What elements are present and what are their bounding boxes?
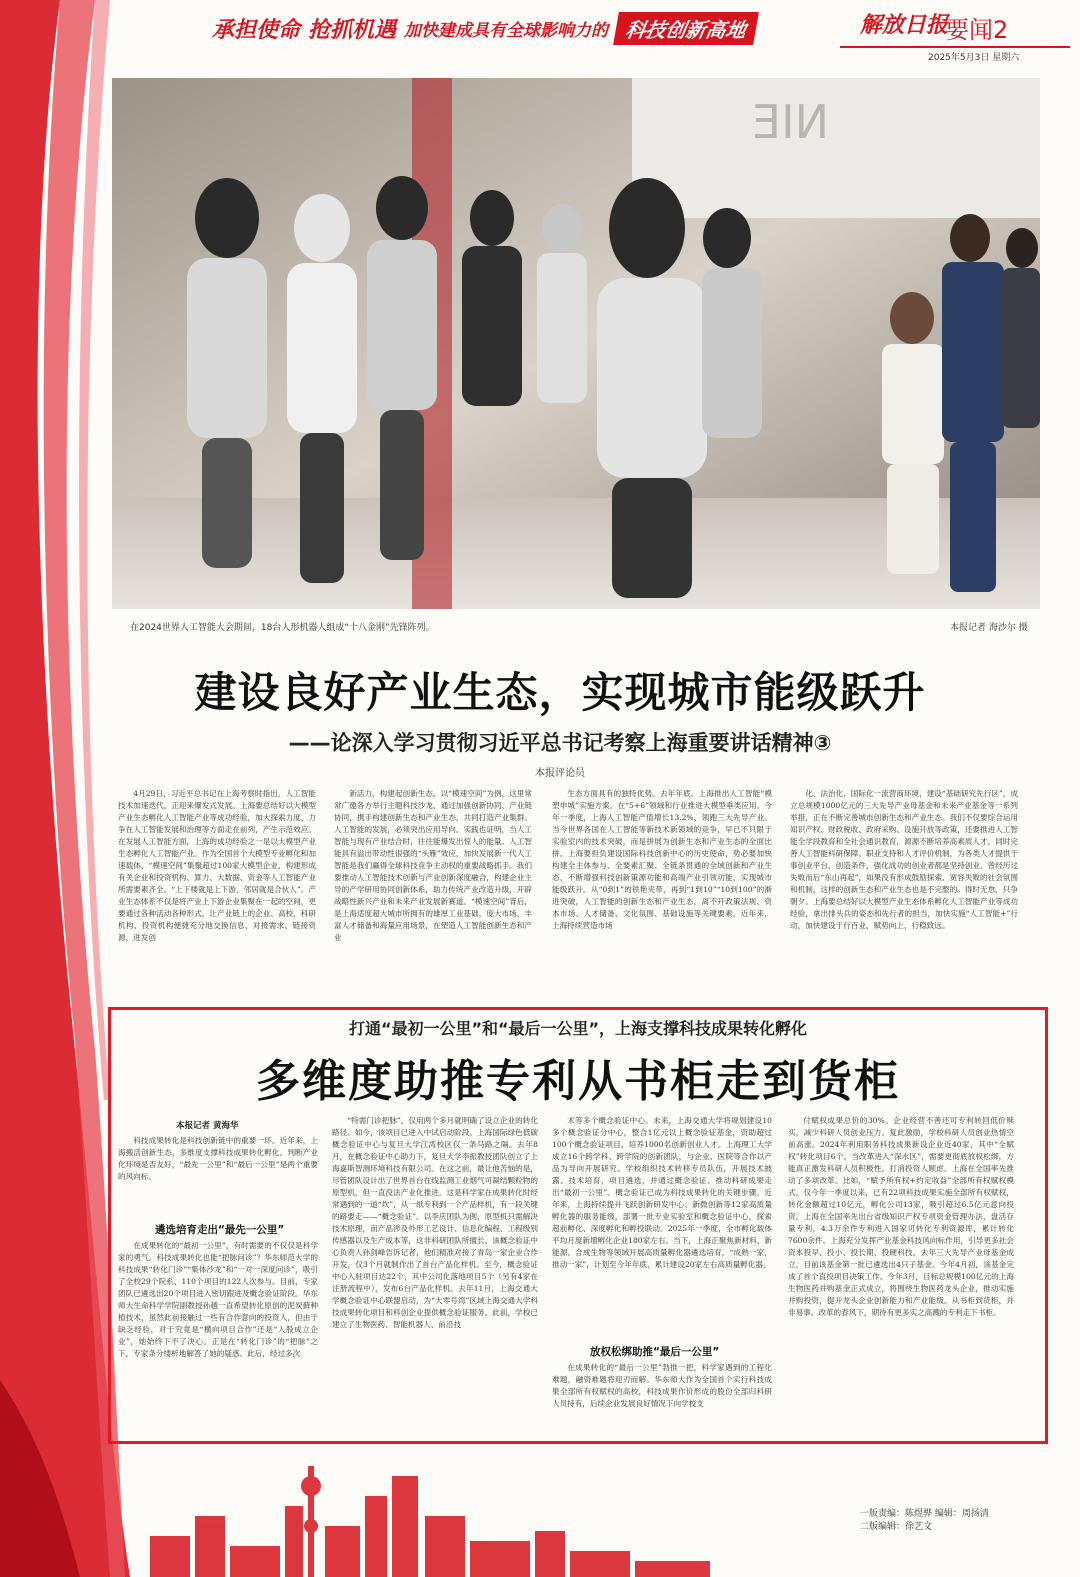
page-header bbox=[0, 0, 1080, 63]
section-title: 要闻2 bbox=[945, 16, 1009, 44]
article2-column-4 bbox=[788, 1115, 1014, 1436]
article2-section-head-1: 遴选培育走出“最先一公里” bbox=[155, 1224, 285, 1236]
photo-credit: 本报记者 海沙尔 摄 bbox=[950, 623, 1028, 633]
article2-column-3a bbox=[552, 1115, 772, 1337]
article2-column-1a bbox=[118, 1135, 318, 1217]
article2-column-3b-text: 在成果转化的“最后一公里”勃推一把，科学家遇到的工程化难题，融资难题将迎刃而解。华东师大作为全国首个实行科技成果全部所有权赋权的高校，科技成果作价形成的股份全部归科研人员持有，后续企业发展良好情况下向学校支 bbox=[552, 1363, 772, 1408]
header-slogan bbox=[212, 12, 756, 45]
article2-byline: 本报记者 黄海华 bbox=[176, 1121, 239, 1131]
article2-column-3a-text: 术等多个概念验证中心。未来，上海交通大学将规划建设10多个概念验证分中心，整合1亿元以上概念验证基金，资助超过100个概念验证项目，培养1000名创新创业人才。上海理工大学成立16个跨学科、跨学院的创新团队，与企业、医院等合作以产品为导向开展研究。学校组织技术转移专员队伍，开展技术披露、技术培育，项目遴选，并通过概念验证、推动科研成果走出“最初一公里”。概念验证已成为科技成果转化的关键步骤。近年来，上海持续提升飞跃创新研发中心、新微创新等12家高质量孵化器的服务能级，部署一批专业实验室和概念验证中心，探索超前孵化、深度孵化和孵投联动。2025年一季度，全市孵化载体平均月度新增孵化企业180家左右。当下，上海正聚焦新材料、新能源、合成生物等领域开展高质量孵化器遴选培育，“成熟一家，推动一家”，计划至今年年底，累计建设20家左右高质量孵化器。 bbox=[552, 1116, 772, 1269]
header-divider bbox=[840, 46, 1070, 48]
shanghai-skyline-decoration bbox=[150, 1446, 710, 1577]
article2-section-head-2: 放权松绑助推“最后一公里” bbox=[590, 1346, 720, 1358]
slogan-part-3: 加快建成具有全球影响力的 bbox=[404, 21, 609, 41]
article1-column-1 bbox=[118, 788, 316, 1000]
article2-kicker: 打通“最初一公里”和“最后一公里”，上海支撑科技成果转化孵化 bbox=[348, 1019, 808, 1038]
article1-column-1-text: 4月29日，习近平总书记在上海考察时指出，人工智能技术加速迭代，正迎来爆发式发展。上海要总结好以大模型产业生态孵化人工智能产业等成功经验，加大探索力度，力争在人工智能发展和治理等方面走在前列，产生示范效应。在发展人工智能方面，上海的成功经验之一是以大模型产业生态孵化人工智能产业。作为全国首个大模型专业孵化和加速载体，“模速空间”集聚超过100家大模型企业，构建形成有关企业和投资机构、算力、大数据、资金等人工智能产业所需要素齐全。“上下楼就是上下游，邻居就是合伙人”。产业生态体系不仅是将产业上下游企业集聚在一起的空间，更要通过各种活动各种形式，让产业链上的企业、高校、科研机构、投资机构便捷充分地交换信息、对接需求、链接资源，进发创 bbox=[118, 789, 316, 942]
editor-credit-line-1: 一版责编：陈煜骅 编辑：周扬清 bbox=[860, 1509, 989, 1519]
article2-column-2 bbox=[332, 1115, 538, 1436]
editor-credits bbox=[860, 1508, 989, 1534]
article2-column-1b bbox=[118, 1240, 318, 1436]
article1-column-2 bbox=[334, 788, 532, 1000]
article1-byline: 本报评论员 bbox=[535, 768, 585, 779]
article2-column-2-text: “特需门诊把脉”，仅用两个多月就明确了设立企业的转化路径。如今，该项目已进入中试启动阶段。上海国际绿色低碳概念验证中心与复旦大学江湾校区仅一条马路之隔。去年8月，在概念验证中心助力下，复旦大学李振教授团队创立了上海嘉斯智测环境科技有限公司。在这之前，最让他苦恼的是，尽管团队设计出了世界首台在线监测工业烟气可凝结颗粒物的原型机，但一直没法产业化推进。这是科学家在成果转化时经常遇到的一道“坎”，从一纸专利到一个产品样机，有一段关键的路要走——“概念验证”。以李庆团队为例，原型机只需解决技术原理，而产品涉及外形工艺设计、信息化编程、工程级别传感器以及生产成本等，这非科研团队所擅长。该概念验证中心负责人孙剑峰告诉记者，他们精准对接了青岛一家企业合作开发，仅3个月就制作出了首台产品化样机。至今，概念验证中心入驻项目达22个，其中公司化落地项目5个（另有4家在注册流程中），发布6台产品化样机。去年11月，上海交通大学概念验证中心联盟启动，为“大零号湾”区域上海交通大学科技成果转化项目和科创企业提供概念验证服务。此前，学校已建立了生物医药、智能机器人、前沿技 bbox=[332, 1116, 538, 1329]
robots-photo bbox=[112, 78, 1040, 609]
article2-column-1a-text: 科技成果转化是科技创新链中的重要一环。近年来，上海搬活创新生态，多维度支撑科技成果转化孵化。判断产业化环境是否友好，“最先一公里”和“最后一公里”是两个重要的风向标。 bbox=[118, 1136, 318, 1181]
robots-photo-illustration bbox=[112, 78, 1040, 609]
article2-column-4-text: 付赋权成果总价的30%。企业经营不善还可专利转回低价赎买，减少科研人员创业压力。复此激励，学校科研人员创业热情空前高涨。2024年利用职务科技成果新设企业近40家，其中“全赋权”转化项目6个。当改革进入“深水区”，需要更彻底放权松绑，方能真正激发科研人员积极性，打消投资人顾虑。上海在全国率先推动了多项改革。比如，“赋予所有权+约定收益”全部所有权赋权模式，仅今年一季度以来，已有22项科技成果实施全部所有权赋权，转化金额超过10亿元，孵化公司13家，吸引超过6.5亿元意向投资。上海在全国率先出台省级知识产权专项资金管理办法，盘活存量专利，4.3万余件专利进入国家可转化专利资源库，累计转化7600余件。上海充分发挥产业基金科技风向标作用，引导更多社会资本投早、投小、投长期、投硬科技。去年三大先导产业母基金成立，目前该基金第一批已遴选出4只子基金。今年4月初，该基金完成了首个直投项目决策工作。今年3月，目标总规模100亿元的上海生物医药并购基金正式成立，将围绕生物医药龙头企业，推动实施并购投资，提升龙头企业创新能力和产业能级。从书柜到货柜，并非易事。改革的春风下，期待有更多实之高溅的专利走下书柜。 bbox=[788, 1116, 1014, 1317]
article1-column-2-text: 新活力，构建起创新生态。以“模速空间”为例，这里常常广邀各方举行主题科技沙龙，通过加强创新协同、产业链协同，携手构建创新生态和产业生态，共同打造产业集群。人工智能的发展，必须突出应用导向。实践也证明，当人工智能与现有产业结合时，往往能爆发出惊人的能量。人工智能具有溢出带动性很强的“头雁”效应，加快发展新一代人工智能是我们赢得全球科技竞争主动权的重要战略抓手。我们要推动人工智能技术创新与产业创新深度融合，构建企业主导的产学研用协同创新体系，助力传统产业改造升级，开辟战略性新兴产业和未来产业发展新赛道。“模速空间”背后，是上海适度超大城市所拥有的雄厚工业基础，庞大市场，丰富人才储备和海量应用场景，在塑造人工智能创新生态和产业 bbox=[334, 789, 532, 942]
svg-text:ƎIИ: ƎIИ bbox=[752, 95, 830, 149]
slogan-part-4: 科技创新高地 bbox=[613, 12, 759, 45]
article1-column-3 bbox=[552, 788, 772, 1000]
photo-caption: 在2024世界人工智能大会期间，18台人形机器人组成“十八金刚”先锋阵列。 bbox=[130, 623, 435, 633]
dateline: 2025年5月3日 星期六 bbox=[928, 53, 1020, 63]
article2-headline: 多维度助推专利从书柜走到货柜 bbox=[256, 1056, 900, 1107]
article2-column-1b-text: 在成果转化的“最初一公里”，有时需要的不仅仅是科学家的勇气。科技成果转化也能“把脉问诊”？华东师范大学的科技成果“转化门诊”“集体沙龙”和“一对一深度问诊”，吸引了全校29个院系、110个项目的122人次参与。目前，专家团队已遴选出20个项目进入密切跟进及概念验证阶段。华东师大生命科学学院副教授孙越一直希望转化原创的泥炭藓种植技术，虽然此前接触过一些有合作意向的投资人，但由于缺乏经验，对于究竟是“横向项目合作”还是“入股成立企业”，她始终下不了决心。正是在“转化门诊”的“把脉”之下，专家条分缕析地解答了她的疑惑。此后，经过多次 bbox=[118, 1241, 318, 1358]
editor-credit-line-2: 二版编辑：徐艺文 bbox=[860, 1522, 933, 1532]
article2-column-3b bbox=[552, 1362, 772, 1436]
article1-headline: 建设良好产业生态，实现城市能级跃升 bbox=[194, 668, 926, 717]
masthead-logo: 解放日报 bbox=[860, 12, 949, 38]
slogan-part-2: 抢抓机遇 bbox=[308, 18, 397, 43]
article1-column-4 bbox=[790, 788, 1018, 1000]
slogan-part-1: 承担使命 bbox=[212, 18, 301, 43]
article1-subheadline: ——论深入学习贯彻习近平总书记考察上海重要讲话精神③ bbox=[288, 731, 832, 755]
article1-column-3-text: 生态方面具有的独特优势。去年年底，上海推出人工智能“模塑申城”实施方案，在“5+6”领域和行业推进大模型垂类应用。今年一季度，上海人工智能产值增长13.2%，领跑三大先导产业。当今世界各国在人工智能等新技术新领域的竞争，早已不只限于实验室内的技术突破，而是拼展为创新生态和产业生态的全面比拼。上海要担负建设国际科技创新中心的历史使命，势必要加快构建全主体参与、全要素汇聚、全链条贯通的全域创新和产业生态，不断增强科技创新策源功能和高端产业引领功能，实现城市能级跃升。从“0到1”的铁艳夹带，再到“1到10”“10到100”的渐进突破，人工智能的创新生态和产业生态，离不开政策法规、资本市场、人才储备、文化氛围、基础设施等关键要素。近年来，上海持续营造市场 bbox=[552, 789, 772, 930]
article1-column-4-text: 化、法治化、国际化一流营商环境，建设“基础研究先行区”，成立总规模1000亿元的三大先导产业母基金和未来产业基金等一系列举措，正在不断完善城市创新生态和产业生态。我们不仅要综合运用知识产权、财政税收、政府采购、设施开放等政策，还要推进人工智能全学段教育和全社会通识教育，源源不断培养高素质人才，同时完善人工智能科研保障、职业支持和人才评价机制，为各类人才提供干事创业平台，创造条件，强化成功的创业者都是坚持创业、曾经历过失败而后“东山再起”，如果没有形成鼓励探索、宽容失败的社会氛围和机制，这样的创新生态和产业生态也是不完整的。得时无怠，只争朝夕。上海要总结好以大模型产业生态体系孵化人工智能产业等成功经验，拿出排头兵的姿态和先行者的担当，加快实施“人工智能+”行动，加快建设于行百业，赋势向上，行稳致远。 bbox=[790, 789, 1018, 930]
